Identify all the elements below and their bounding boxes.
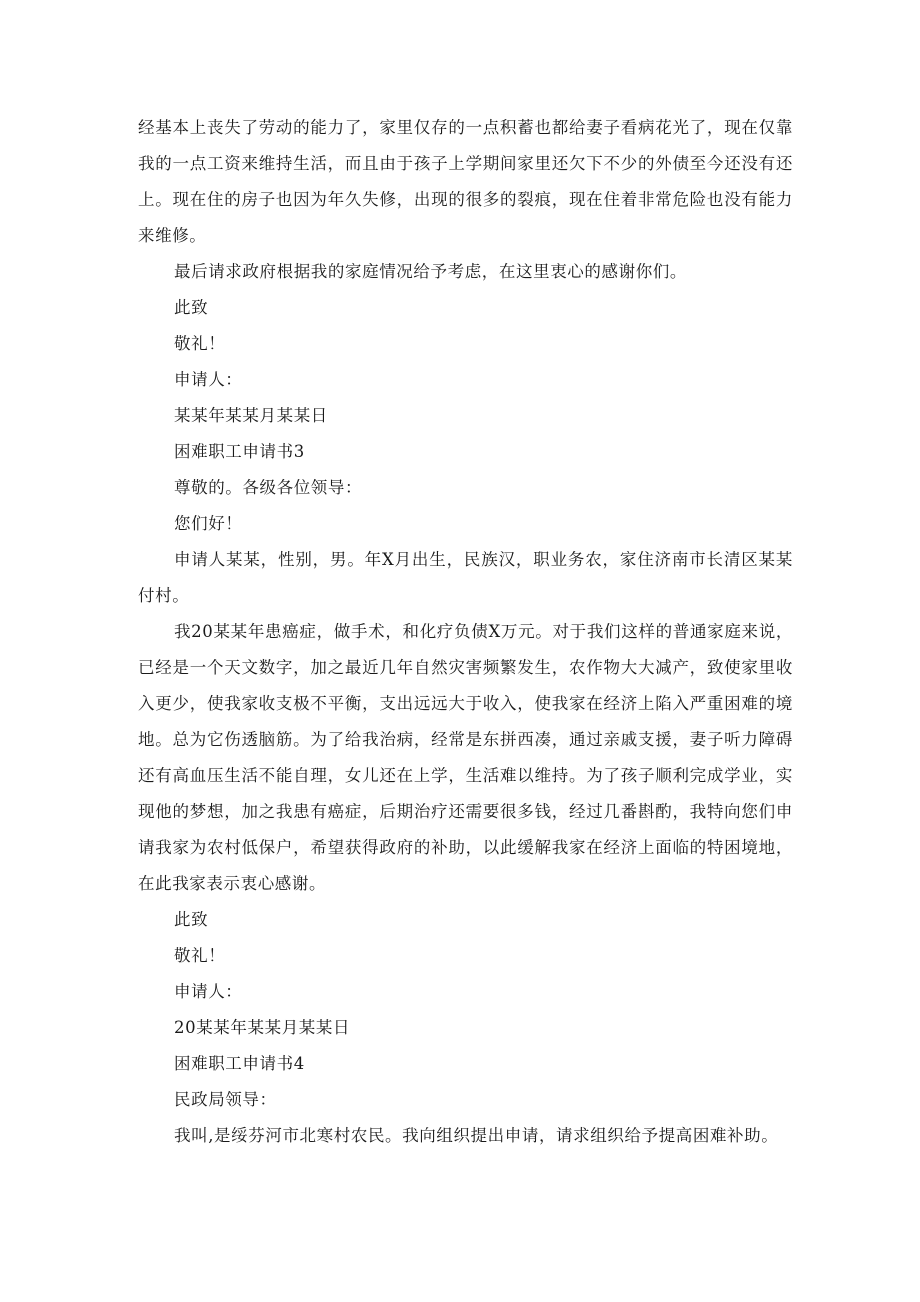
section-title-3: 困难职工申请书3 <box>174 442 305 461</box>
greeting-bureau: 民政局领导： <box>174 1090 277 1109</box>
salute-line: 敬礼！ <box>174 334 226 353</box>
closing-line: 此致 <box>174 910 209 929</box>
date-line: 某某年某某月某某日 <box>174 406 328 425</box>
applicant-line: 申请人： <box>174 982 243 1001</box>
paragraph-story: 我20某某年患癌症，做手术，和化疗负债X万元。对于我们这样的普通家庭来说，已经是一个天文数字，加之最近几年自然灾害频繁发生，农作物大大减产，致使家里收入更少，使我家收支极不平衡，支出远远大于收入，使我家在经济上陷入严重困难的境地。总为它伤透脑筋。为了给我治病，经常是东拼西凑，通过亲戚支援，妻子听力障碍还有高血压生活不能自理，女儿还在上学，生活难以维持。为了孩子顺利完成学业，实现他的梦想，加之我患有癌症，后期治疗还需要很多钱，经过几番斟酌，我特向您们申请我家为农村低保户，希望获得政府的补助，以此缓解我家在经济上面临的特困境地，在此我家表示衷心感谢。 <box>138 622 793 893</box>
applicant-line: 申请人： <box>174 370 243 389</box>
paragraph-last: 我叫,是绥芬河市北寒村农民。我向组织提出申请，请求组织给予提高困难补助。 <box>174 1126 779 1145</box>
paragraph-request: 最后请求政府根据我的家庭情况给予考虑，在这里衷心的感谢你们。 <box>174 262 687 281</box>
closing-line: 此致 <box>174 298 209 317</box>
paragraph-intro: 申请人某某，性别，男。年X月出生，民族汉，职业务农，家住济南市长清区某某付村。 <box>138 550 793 605</box>
salute-line: 敬礼！ <box>174 946 226 965</box>
hello-line: 您们好！ <box>174 514 243 533</box>
paragraph-continued: 经基本上丧失了劳动的能力了，家里仅存的一点积蓄也都给妻子看病花光了，现在仅靠我的一点工资来维持生活，而且由于孩子上学期间家里还欠下不少的外债至今还没有还上。现在住的房子也因为年久失修，出现的很多的裂痕，现在住着非常危险也没有能力来维修。 <box>138 118 793 245</box>
greeting-leaders: 尊敬的。各级各位领导： <box>174 478 363 497</box>
section-title-4: 困难职工申请书4 <box>174 1054 305 1073</box>
date-line: 20某某年某某月某某日 <box>174 1018 351 1037</box>
document-body <box>138 110 793 1154</box>
